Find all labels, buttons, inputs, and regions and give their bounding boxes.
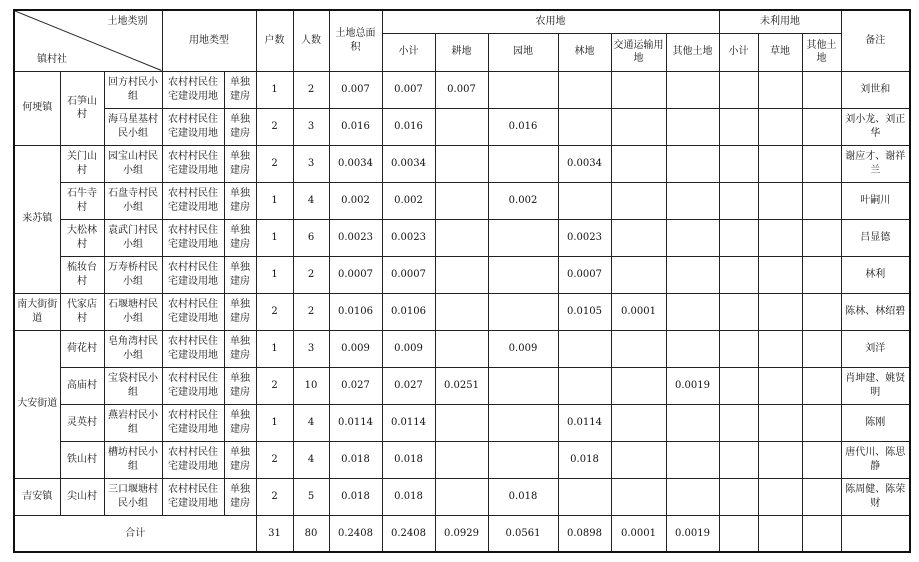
households-cell: 1 bbox=[256, 71, 293, 108]
unused-other-cell bbox=[802, 478, 841, 515]
transport-cell bbox=[611, 219, 666, 256]
remarks-cell: 吕显德 bbox=[841, 219, 910, 256]
grassland-cell bbox=[758, 293, 802, 330]
garden-cell bbox=[488, 256, 558, 293]
table-row bbox=[14, 441, 910, 478]
cultivated-cell bbox=[435, 330, 488, 367]
table-row bbox=[14, 71, 910, 108]
households-cell: 1 bbox=[256, 256, 293, 293]
total-area-cell: 0.002 bbox=[329, 182, 382, 219]
land-use-cell: 农村村民住宅建设用地 bbox=[162, 108, 224, 145]
build-type-cell: 单独建房 bbox=[224, 404, 256, 441]
town-cell: 大安街道 bbox=[14, 330, 60, 478]
households-cell: 1 bbox=[256, 182, 293, 219]
unused-other-cell bbox=[802, 330, 841, 367]
header-grassland: 草地 bbox=[758, 33, 802, 71]
cultivated-cell bbox=[435, 256, 488, 293]
header-land-category: 土地类别 bbox=[107, 16, 148, 27]
land-use-cell: 农村村民住宅建设用地 bbox=[162, 441, 224, 478]
ag-subtotal-cell: 0.0034 bbox=[382, 145, 435, 182]
table-row bbox=[14, 330, 910, 367]
remarks-cell: 肖坤建、姚贤明 bbox=[841, 367, 910, 404]
unused-subtotal-cell bbox=[719, 256, 758, 293]
garden-cell: 0.009 bbox=[488, 330, 558, 367]
total-forest-cell: 0.0898 bbox=[558, 515, 611, 552]
header-households: 户数 bbox=[256, 10, 293, 71]
town-cell: 何埂镇 bbox=[14, 71, 60, 145]
ag-other-cell bbox=[666, 404, 719, 441]
group-cell: 万寿桥村民小组 bbox=[104, 256, 162, 293]
table-row bbox=[14, 256, 910, 293]
garden-cell bbox=[488, 404, 558, 441]
unused-other-cell bbox=[802, 145, 841, 182]
land-use-cell: 农村村民住宅建设用地 bbox=[162, 330, 224, 367]
households-cell: 2 bbox=[256, 145, 293, 182]
town-cell: 吉安镇 bbox=[14, 478, 60, 515]
unused-other-cell bbox=[802, 441, 841, 478]
unused-other-cell bbox=[802, 256, 841, 293]
ag-subtotal-cell: 0.009 bbox=[382, 330, 435, 367]
households-cell: 2 bbox=[256, 108, 293, 145]
village-cell: 石笋山村 bbox=[60, 71, 104, 145]
transport-cell bbox=[611, 182, 666, 219]
header-garden: 园地 bbox=[488, 33, 558, 71]
cultivated-cell bbox=[435, 108, 488, 145]
grassland-cell bbox=[758, 330, 802, 367]
garden-cell bbox=[488, 145, 558, 182]
land-use-cell: 农村村民住宅建设用地 bbox=[162, 71, 224, 108]
land-use-cell: 农村村民住宅建设用地 bbox=[162, 145, 224, 182]
unused-subtotal-cell bbox=[719, 441, 758, 478]
land-use-table bbox=[13, 9, 911, 553]
unused-subtotal-cell bbox=[719, 293, 758, 330]
build-type-cell: 单独建房 bbox=[224, 293, 256, 330]
header-corner-cell bbox=[14, 10, 162, 71]
unused-other-cell bbox=[802, 404, 841, 441]
total-area-cell: 0.009 bbox=[329, 330, 382, 367]
table-row bbox=[14, 219, 910, 256]
remarks-cell: 谢应才、谢祥兰 bbox=[841, 145, 910, 182]
persons-cell: 2 bbox=[293, 71, 329, 108]
persons-cell: 3 bbox=[293, 330, 329, 367]
build-type-cell: 单独建房 bbox=[224, 145, 256, 182]
persons-cell: 5 bbox=[293, 478, 329, 515]
unused-other-cell bbox=[802, 182, 841, 219]
ag-subtotal-cell: 0.007 bbox=[382, 71, 435, 108]
cultivated-cell bbox=[435, 404, 488, 441]
ag-subtotal-cell: 0.0007 bbox=[382, 256, 435, 293]
ag-other-cell bbox=[666, 71, 719, 108]
ag-subtotal-cell: 0.027 bbox=[382, 367, 435, 404]
ag-subtotal-cell: 0.002 bbox=[382, 182, 435, 219]
forest-cell: 0.018 bbox=[558, 441, 611, 478]
unused-subtotal-cell bbox=[719, 108, 758, 145]
group-cell: 回方村民小组 bbox=[104, 71, 162, 108]
total-area-cell: 0.016 bbox=[329, 108, 382, 145]
forest-cell bbox=[558, 367, 611, 404]
total-transport-cell: 0.0001 bbox=[611, 515, 666, 552]
village-cell: 石牛寺村 bbox=[60, 182, 104, 219]
group-cell: 海马星基村民小组 bbox=[104, 108, 162, 145]
group-cell: 宝袋村民小组 bbox=[104, 367, 162, 404]
total-area-cell: 0.0034 bbox=[329, 145, 382, 182]
land-use-cell: 农村村民住宅建设用地 bbox=[162, 404, 224, 441]
total-households-cell: 31 bbox=[256, 515, 293, 552]
cultivated-cell: 0.007 bbox=[435, 71, 488, 108]
transport-cell bbox=[611, 256, 666, 293]
remarks-cell: 陈周健、陈荣财 bbox=[841, 478, 910, 515]
header-transport: 交通运输用地 bbox=[611, 33, 666, 71]
land-use-cell: 农村村民住宅建设用地 bbox=[162, 182, 224, 219]
ag-other-cell bbox=[666, 145, 719, 182]
unused-subtotal-cell bbox=[719, 367, 758, 404]
village-cell: 高庙村 bbox=[60, 367, 104, 404]
unused-other-cell bbox=[802, 71, 841, 108]
total-area-cell: 0.027 bbox=[329, 367, 382, 404]
grassland-cell bbox=[758, 182, 802, 219]
ag-other-cell bbox=[666, 182, 719, 219]
ag-other-cell: 0.0019 bbox=[666, 367, 719, 404]
persons-cell: 10 bbox=[293, 367, 329, 404]
grassland-cell bbox=[758, 71, 802, 108]
total-area-cell: 0.0007 bbox=[329, 256, 382, 293]
grassland-cell bbox=[758, 404, 802, 441]
garden-cell: 0.002 bbox=[488, 182, 558, 219]
transport-cell bbox=[611, 404, 666, 441]
forest-cell bbox=[558, 182, 611, 219]
ag-other-cell bbox=[666, 478, 719, 515]
group-cell: 槽坊村民小组 bbox=[104, 441, 162, 478]
total-area-cell: 0.007 bbox=[329, 71, 382, 108]
cultivated-cell bbox=[435, 441, 488, 478]
ag-other-cell bbox=[666, 108, 719, 145]
total-area-cell: 0.0114 bbox=[329, 404, 382, 441]
cultivated-cell bbox=[435, 293, 488, 330]
ag-subtotal-cell: 0.0106 bbox=[382, 293, 435, 330]
transport-cell bbox=[611, 367, 666, 404]
header-unused-land: 未利用地 bbox=[719, 10, 841, 33]
unused-other-cell bbox=[802, 219, 841, 256]
land-use-cell: 农村村民住宅建设用地 bbox=[162, 367, 224, 404]
grassland-cell bbox=[758, 441, 802, 478]
total-unused-subtotal-cell bbox=[719, 515, 758, 552]
garden-cell bbox=[488, 367, 558, 404]
persons-cell: 4 bbox=[293, 182, 329, 219]
cultivated-cell bbox=[435, 219, 488, 256]
forest-cell: 0.0034 bbox=[558, 145, 611, 182]
remarks-cell: 刘世和 bbox=[841, 71, 910, 108]
persons-cell: 3 bbox=[293, 145, 329, 182]
households-cell: 1 bbox=[256, 330, 293, 367]
ag-subtotal-cell: 0.0023 bbox=[382, 219, 435, 256]
remarks-cell: 林利 bbox=[841, 256, 910, 293]
header-unused-other: 其他土地 bbox=[802, 33, 841, 71]
village-cell: 梳妆台村 bbox=[60, 256, 104, 293]
header-town-village: 镇村社 bbox=[37, 54, 67, 65]
households-cell: 2 bbox=[256, 367, 293, 404]
land-use-cell: 农村村民住宅建设用地 bbox=[162, 256, 224, 293]
persons-cell: 2 bbox=[293, 293, 329, 330]
header-cultivated: 耕地 bbox=[435, 33, 488, 71]
total-grassland-cell bbox=[758, 515, 802, 552]
header-agricultural-land: 农用地 bbox=[382, 10, 719, 33]
cultivated-cell bbox=[435, 182, 488, 219]
header-forest: 林地 bbox=[558, 33, 611, 71]
total-area-cell: 0.0106 bbox=[329, 293, 382, 330]
build-type-cell: 单独建房 bbox=[224, 256, 256, 293]
unused-subtotal-cell bbox=[719, 71, 758, 108]
build-type-cell: 单独建房 bbox=[224, 219, 256, 256]
households-cell: 2 bbox=[256, 293, 293, 330]
unused-subtotal-cell bbox=[719, 219, 758, 256]
group-cell: 皂角湾村民小组 bbox=[104, 330, 162, 367]
transport-cell bbox=[611, 71, 666, 108]
persons-cell: 2 bbox=[293, 256, 329, 293]
ag-subtotal-cell: 0.0114 bbox=[382, 404, 435, 441]
village-cell: 关门山村 bbox=[60, 145, 104, 182]
transport-cell: 0.0001 bbox=[611, 293, 666, 330]
header-unused-subtotal: 小计 bbox=[719, 33, 758, 71]
forest-cell: 0.0105 bbox=[558, 293, 611, 330]
land-use-cell: 农村村民住宅建设用地 bbox=[162, 219, 224, 256]
garden-cell: 0.018 bbox=[488, 478, 558, 515]
forest-cell bbox=[558, 478, 611, 515]
households-cell: 1 bbox=[256, 404, 293, 441]
remarks-cell: 刘小龙、刘正华 bbox=[841, 108, 910, 145]
cultivated-cell bbox=[435, 145, 488, 182]
forest-cell: 0.0007 bbox=[558, 256, 611, 293]
total-remarks-cell bbox=[841, 515, 910, 552]
build-type-cell: 单独建房 bbox=[224, 330, 256, 367]
header-ag-subtotal: 小计 bbox=[382, 33, 435, 71]
header-land-use-type: 用地类型 bbox=[162, 10, 256, 71]
garden-cell bbox=[488, 293, 558, 330]
table-row bbox=[14, 182, 910, 219]
transport-cell bbox=[611, 478, 666, 515]
cultivated-cell bbox=[435, 478, 488, 515]
grassland-cell bbox=[758, 219, 802, 256]
total-label-cell: 合计 bbox=[14, 515, 256, 552]
garden-cell bbox=[488, 441, 558, 478]
header-persons: 人数 bbox=[293, 10, 329, 71]
village-cell: 铁山村 bbox=[60, 441, 104, 478]
land-use-cell: 农村村民住宅建设用地 bbox=[162, 478, 224, 515]
ag-subtotal-cell: 0.016 bbox=[382, 108, 435, 145]
total-row bbox=[14, 515, 910, 552]
table-row bbox=[14, 145, 910, 182]
remarks-cell: 唐代川、陈思静 bbox=[841, 441, 910, 478]
forest-cell: 0.0023 bbox=[558, 219, 611, 256]
forest-cell bbox=[558, 71, 611, 108]
build-type-cell: 单独建房 bbox=[224, 108, 256, 145]
unused-other-cell bbox=[802, 367, 841, 404]
build-type-cell: 单独建房 bbox=[224, 478, 256, 515]
garden-cell bbox=[488, 71, 558, 108]
village-cell: 荷花村 bbox=[60, 330, 104, 367]
households-cell: 2 bbox=[256, 441, 293, 478]
village-cell: 大松林村 bbox=[60, 219, 104, 256]
total-garden-cell: 0.0561 bbox=[488, 515, 558, 552]
table-row bbox=[14, 404, 910, 441]
build-type-cell: 单独建房 bbox=[224, 71, 256, 108]
transport-cell bbox=[611, 330, 666, 367]
build-type-cell: 单独建房 bbox=[224, 367, 256, 404]
cultivated-cell: 0.0251 bbox=[435, 367, 488, 404]
total-area-cell: 0.0023 bbox=[329, 219, 382, 256]
remarks-cell: 陈林、林绍碧 bbox=[841, 293, 910, 330]
households-cell: 2 bbox=[256, 478, 293, 515]
unused-subtotal-cell bbox=[719, 182, 758, 219]
total-area-cell: 0.018 bbox=[329, 478, 382, 515]
unused-subtotal-cell bbox=[719, 404, 758, 441]
transport-cell bbox=[611, 441, 666, 478]
transport-cell bbox=[611, 108, 666, 145]
total-unused-other-cell bbox=[802, 515, 841, 552]
ag-other-cell bbox=[666, 256, 719, 293]
town-cell: 南大街街道 bbox=[14, 293, 60, 330]
forest-cell bbox=[558, 108, 611, 145]
grassland-cell bbox=[758, 478, 802, 515]
total-area-sum-cell: 0.2408 bbox=[329, 515, 382, 552]
village-cell: 尖山村 bbox=[60, 478, 104, 515]
total-cultivated-cell: 0.0929 bbox=[435, 515, 488, 552]
households-cell: 1 bbox=[256, 219, 293, 256]
garden-cell: 0.016 bbox=[488, 108, 558, 145]
header-ag-other: 其他土地 bbox=[666, 33, 719, 71]
grassland-cell bbox=[758, 367, 802, 404]
table-row bbox=[14, 367, 910, 404]
grassland-cell bbox=[758, 145, 802, 182]
persons-cell: 6 bbox=[293, 219, 329, 256]
total-ag-subtotal-cell: 0.2408 bbox=[382, 515, 435, 552]
unused-subtotal-cell bbox=[719, 478, 758, 515]
group-cell: 园宝山村民小组 bbox=[104, 145, 162, 182]
village-cell: 灵英村 bbox=[60, 404, 104, 441]
remarks-cell: 叶嗣川 bbox=[841, 182, 910, 219]
ag-other-cell bbox=[666, 219, 719, 256]
group-cell: 袁武门村民小组 bbox=[104, 219, 162, 256]
grassland-cell bbox=[758, 256, 802, 293]
ag-other-cell bbox=[666, 441, 719, 478]
build-type-cell: 单独建房 bbox=[224, 182, 256, 219]
garden-cell bbox=[488, 219, 558, 256]
unused-subtotal-cell bbox=[719, 330, 758, 367]
forest-cell bbox=[558, 330, 611, 367]
unused-other-cell bbox=[802, 293, 841, 330]
ag-other-cell bbox=[666, 330, 719, 367]
remarks-cell: 刘洋 bbox=[841, 330, 910, 367]
header-total-area: 土地总面积 bbox=[329, 10, 382, 71]
total-persons-cell: 80 bbox=[293, 515, 329, 552]
group-cell: 三口堰塘村民小组 bbox=[104, 478, 162, 515]
ag-subtotal-cell: 0.018 bbox=[382, 478, 435, 515]
remarks-cell: 陈刚 bbox=[841, 404, 910, 441]
unused-other-cell bbox=[802, 108, 841, 145]
persons-cell: 3 bbox=[293, 108, 329, 145]
total-area-cell: 0.018 bbox=[329, 441, 382, 478]
unused-subtotal-cell bbox=[719, 145, 758, 182]
persons-cell: 4 bbox=[293, 404, 329, 441]
ag-subtotal-cell: 0.018 bbox=[382, 441, 435, 478]
transport-cell bbox=[611, 145, 666, 182]
village-cell: 代家店村 bbox=[60, 293, 104, 330]
table-row bbox=[14, 108, 910, 145]
town-cell: 来苏镇 bbox=[14, 145, 60, 293]
build-type-cell: 单独建房 bbox=[224, 441, 256, 478]
grassland-cell bbox=[758, 108, 802, 145]
table-row bbox=[14, 478, 910, 515]
land-use-cell: 农村村民住宅建设用地 bbox=[162, 293, 224, 330]
forest-cell: 0.0114 bbox=[558, 404, 611, 441]
total-ag-other-cell: 0.0019 bbox=[666, 515, 719, 552]
header-remarks: 备注 bbox=[841, 10, 910, 71]
persons-cell: 4 bbox=[293, 441, 329, 478]
ag-other-cell bbox=[666, 293, 719, 330]
group-cell: 燕岩村民小组 bbox=[104, 404, 162, 441]
group-cell: 石盘寺村民小组 bbox=[104, 182, 162, 219]
group-cell: 石堰塘村民小组 bbox=[104, 293, 162, 330]
table-row bbox=[14, 293, 910, 330]
